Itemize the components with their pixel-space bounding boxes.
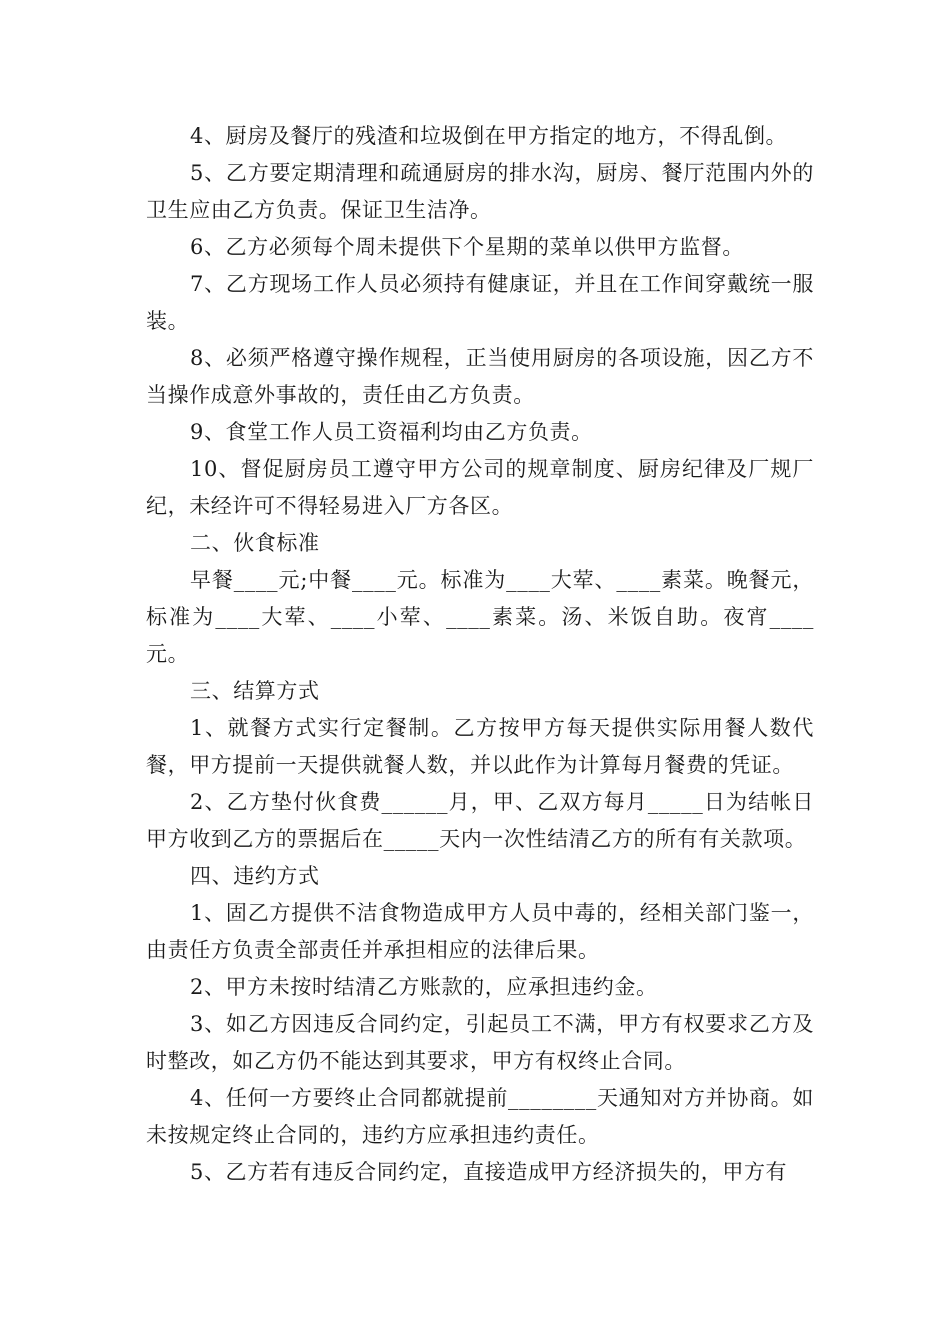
clause-7-health-certificate: 7、乙方现场工作人员必须持有健康证，并且在工作间穿戴统一服装。 — [146, 272, 814, 333]
breach-clause-5: 5、乙方若有违反合同约定，直接造成甲方经济损失的，甲方有 — [190, 1160, 788, 1184]
clause-9-staff-wages: 9、食堂工作人员工资福利均由乙方负责。 — [190, 420, 593, 444]
section-heading-breach: 四、违约方式 — [190, 864, 320, 888]
breach-clause-2: 2、甲方未按时结清乙方账款的，应承担违约金。 — [190, 975, 658, 999]
clause-4-waste-disposal: 4、厨房及餐厅的残渣和垃圾倒在甲方指定的地方，不得乱倒。 — [190, 124, 788, 148]
section-heading-settlement: 三、结算方式 — [190, 679, 320, 703]
document-body — [146, 118, 814, 1191]
section-heading-meal-standard: 二、伙食标准 — [190, 531, 320, 555]
clause-6-weekly-menu: 6、乙方必须每个周未提供下个星期的菜单以供甲方监督。 — [190, 235, 744, 259]
clause-10-factory-rules: 10、督促厨房员工遵守甲方公司的规章制度、厨房纪律及厂规厂纪，未经许可不得轻易进入厂方各区。 — [146, 457, 814, 518]
breach-clause-4: 4、任何一方要终止合同都就提前________天通知对方并协商。如未按规定终止合同的，违约方应承担违约责任。 — [146, 1086, 814, 1147]
clause-8-operating-rules: 8、必须严格遵守操作规程，正当使用厨房的各项设施，因乙方不当操作成意外事故的，责任由乙方负责。 — [146, 346, 814, 407]
breach-clause-1: 1、固乙方提供不洁食物造成甲方人员中毒的，经相关部门鉴一，由责任方负责全部责任并承担相应的法律后果。 — [146, 901, 814, 962]
meal-standard-text: 早餐____元;中餐____元。标准为____大荤、____素菜。晚餐元，标准为____大荤、____小荤、____素菜。汤、米饭自助。夜宵____元。 — [146, 568, 814, 666]
breach-clause-3: 3、如乙方因违反合同约定，引起员工不满，甲方有权要求乙方及时整改，如乙方仍不能达到其要求，甲方有权终止合同。 — [146, 1012, 814, 1073]
clause-5-drain-cleaning: 5、乙方要定期清理和疏通厨房的排水沟，厨房、餐厅范围内外的卫生应由乙方负责。保证卫生洁净。 — [146, 161, 814, 222]
settlement-clause-1: 1、就餐方式实行定餐制。乙方按甲方每天提供实际用餐人数代餐，甲方提前一天提供就餐人数，并以此作为计算每月餐费的凭证。 — [146, 716, 814, 777]
settlement-clause-2: 2、乙方垫付伙食费______月，甲、乙双方每月_____日为结帐日甲方收到乙方的票据后在_____天内一次性结清乙方的所有有关款项。 — [146, 790, 814, 851]
